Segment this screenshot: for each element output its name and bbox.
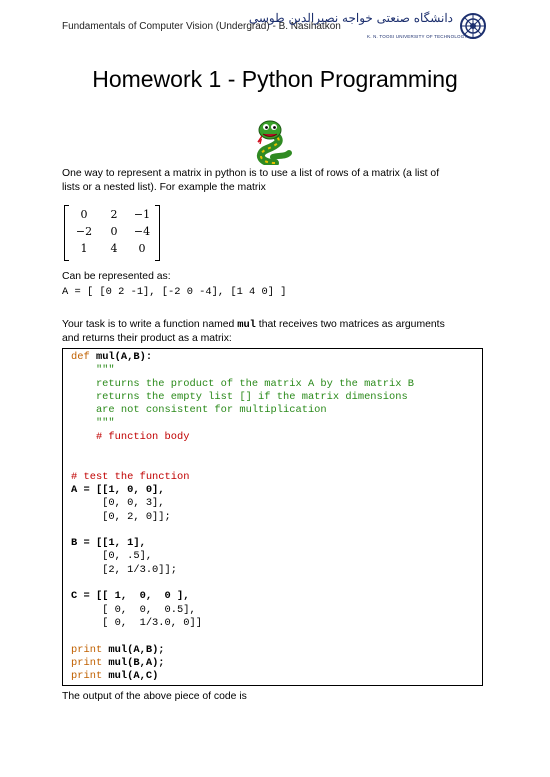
output-text: The output of the above piece of code is <box>62 691 247 702</box>
code-line: B = [[1, 1], <box>71 537 146 550</box>
code-docstring: """ <box>71 417 115 430</box>
example-matrix <box>62 203 162 261</box>
code-line: C = [[ 1, 0, 0 ], <box>71 590 190 603</box>
matrix-cell: −4 <box>133 225 151 238</box>
university-logo <box>248 11 487 45</box>
matrix-left-bracket <box>64 205 69 261</box>
code-line: mul(A,B); <box>102 643 165 656</box>
page-title: Homework 1 - Python Programming <box>92 66 458 92</box>
matrix-cell: 0 <box>80 208 88 221</box>
logo-arabic-text: دانشگاه صنعتی خواجه نصیرالدین طوسی <box>248 11 453 25</box>
matrix-cell: 0 <box>138 242 146 255</box>
task-text-pre: Your task is to write a function named <box>62 319 238 330</box>
code-line: mul(B,A); <box>102 656 165 669</box>
code-keyword: print <box>71 643 103 656</box>
code-line: [0, 2, 0]]; <box>71 510 171 523</box>
matrix-cell: 1 <box>80 242 88 255</box>
intro-line-1: One way to represent a matrix in python is to use a list of rows of a matrix (a list of <box>62 168 440 179</box>
code-line: [ 0, 1/3.0, 0]] <box>71 616 202 629</box>
code-docstring: returns the product of the matrix A by the matrix B <box>71 377 414 390</box>
python-snake-icon <box>249 117 297 165</box>
function-name-code: mul <box>237 319 256 331</box>
matrix-cell: 0 <box>110 225 118 238</box>
matrix-cell: −2 <box>75 225 93 238</box>
task-line-1 <box>62 318 482 333</box>
repr-code: A = [ [0 2 -1], [-2 0 -4], [1 4 0] ] <box>62 286 287 298</box>
code-keyword: print <box>71 656 103 669</box>
logo-subtitle: K. N. TOOSI UNIVERSITY OF TECHNOLOGY <box>367 34 468 39</box>
code-keyword: def <box>71 351 90 363</box>
matrix-cell: 2 <box>110 208 118 221</box>
code-line: [2, 1/3.0]]; <box>71 563 178 576</box>
code-keyword: print <box>71 670 103 683</box>
code-line: [ 0, 0, 0.5], <box>71 603 196 616</box>
intro-line-2: lists or a nested list). For example the matrix <box>62 182 266 193</box>
header-text: Fundamentals of Computer Vision (Undergrad) - B. Nasihatkon <box>62 21 341 32</box>
university-emblem-icon <box>459 12 487 40</box>
code-comment: # test the function <box>71 470 190 483</box>
code-function-def: mul(A,B): <box>89 351 153 363</box>
code-comment: # function body <box>71 430 190 443</box>
code-line: [0, .5], <box>71 550 153 563</box>
task-text-post: that receives two matrices as arguments <box>255 319 445 330</box>
repr-label: Can be represented as: <box>62 271 171 282</box>
code-docstring: are not consistent for multiplication <box>71 404 327 417</box>
matrix-cell: 4 <box>110 242 118 255</box>
code-docstring: returns the empty list [] if the matrix dimensions <box>71 390 408 403</box>
task-line-2: and returns their product as a matrix: <box>62 333 232 344</box>
code-line: mul(A,C) <box>102 670 159 683</box>
code-line: A = [[1, 0, 0], <box>71 483 165 496</box>
code-listing <box>62 348 483 686</box>
matrix-cell: −1 <box>133 208 151 221</box>
code-docstring: """ <box>71 364 115 377</box>
code-line: [0, 0, 3], <box>71 497 165 510</box>
